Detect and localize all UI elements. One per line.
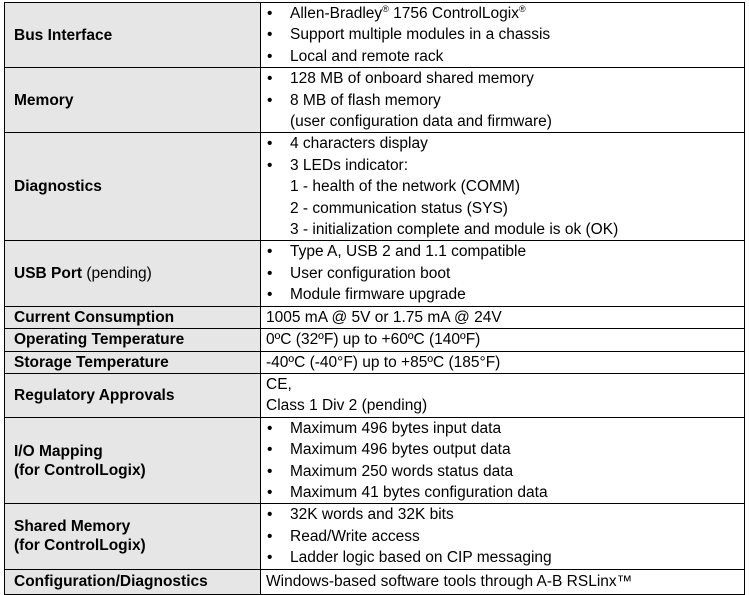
spec-label — [5, 329, 261, 351]
bullet-item: • 3 LEDs indicator: — [266, 155, 744, 176]
spec-label — [5, 133, 261, 241]
bullet-list — [266, 133, 744, 176]
spec-row-bus-interface — [5, 3, 745, 68]
bullet-item: • Ladder logic based on CIP messaging — [266, 547, 744, 568]
spec-label-text: Storage Temperature — [14, 353, 169, 371]
spec-label-text: Operating Temperature — [14, 331, 185, 349]
spec-label-suffix: (pending) — [82, 265, 152, 283]
spec-row-io-mapping — [5, 417, 745, 504]
spec-value — [261, 351, 745, 373]
bullet-item: • Read/Write access — [266, 526, 744, 547]
spec-row-configuration-diagnostics — [5, 569, 745, 594]
sub-line: 2 - communication status (SYS) — [290, 199, 508, 217]
spec-value — [261, 329, 745, 351]
spec-row-diagnostics — [5, 133, 745, 241]
spec-label — [5, 241, 261, 306]
bullet-item: • Maximum 250 words status data — [266, 461, 744, 482]
bullet-list — [266, 3, 744, 67]
spec-value — [261, 241, 745, 306]
spec-label-subtext: (for ControlLogix) — [14, 461, 146, 479]
spec-label — [5, 351, 261, 373]
spec-value — [261, 417, 745, 504]
spec-label — [5, 68, 261, 133]
bullet-list — [266, 504, 744, 568]
bullet-item: • Support multiple modules in a chassis — [266, 24, 744, 45]
bullet-list — [266, 241, 744, 305]
spec-value — [261, 373, 745, 417]
spec-row-operating-temperature — [5, 329, 745, 351]
value-line: Windows-based software tools through A-B RSLinx™ — [266, 572, 633, 590]
spec-value — [261, 306, 745, 328]
spec-value — [261, 133, 745, 241]
value-line: Class 1 Div 2 (pending) — [266, 397, 428, 415]
sub-line: 3 - initialization complete and module is ok (OK) — [290, 221, 619, 239]
spec-label — [5, 569, 261, 594]
sub-line: (user configuration data and firmware) — [290, 113, 552, 131]
spec-row-shared-memory — [5, 504, 745, 569]
spec-label-text: I/O Mapping — [14, 442, 103, 460]
spec-row-storage-temperature — [5, 351, 745, 373]
spec-label-text: Regulatory Approvals — [14, 386, 175, 404]
spec-label — [5, 373, 261, 417]
bullet-item: • Local and remote rack — [266, 46, 744, 67]
spec-label-subtext: (for ControlLogix) — [14, 537, 146, 555]
spec-label-text: USB Port — [14, 265, 83, 283]
bullet-item: • User configuration boot — [266, 263, 744, 284]
bullet-item: • Maximum 41 bytes configuration data — [266, 482, 744, 503]
spec-row-regulatory-approvals — [5, 373, 745, 417]
spec-label — [5, 3, 261, 68]
spec-value — [261, 504, 745, 569]
specifications-table — [4, 2, 745, 595]
value-line: 1005 mA @ 5V or 1.75 mA @ 24V — [266, 308, 502, 326]
spec-label-text: Shared Memory — [14, 518, 131, 536]
sub-line: 1 - health of the network (COMM) — [290, 178, 520, 196]
spec-label-text: Bus Interface — [14, 26, 113, 44]
spec-label-text: Memory — [14, 91, 74, 109]
bullet-item — [266, 3, 744, 24]
spec-value — [261, 68, 745, 133]
value-line: 0ºC (32ºF) up to +60ºC (140ºF) — [266, 331, 481, 349]
bullet-item: • 8 MB of flash memory — [266, 90, 744, 111]
spec-value — [261, 569, 745, 594]
value-line: CE, — [266, 375, 292, 393]
spec-label-text: Diagnostics — [14, 178, 102, 196]
value-line: -40ºC (-40°F) up to +85ºC (185°F) — [266, 353, 501, 371]
bullet-item: • 128 MB of onboard shared memory — [266, 68, 744, 89]
bullet-item: • 4 characters display — [266, 133, 744, 154]
spec-row-usb-port — [5, 241, 745, 306]
spec-row-current-consumption — [5, 306, 745, 328]
spec-label — [5, 306, 261, 328]
spec-label — [5, 417, 261, 504]
spec-value — [261, 3, 745, 68]
product-text: 1756 ControlLogix — [388, 5, 519, 22]
bullet-item: • Type A, USB 2 and 1.1 compatible — [266, 241, 744, 262]
bullet-list — [266, 418, 744, 504]
brand-text: Allen-Bradley — [290, 5, 383, 22]
spec-row-memory — [5, 68, 745, 133]
registered-mark: ® — [518, 4, 526, 14]
bullet-list — [266, 68, 744, 111]
bullet-item: • Maximum 496 bytes input data — [266, 418, 744, 439]
bullet-item: • Maximum 496 bytes output data — [266, 439, 744, 460]
bullet-item: • Module firmware upgrade — [266, 284, 744, 305]
spec-label-text: Configuration/Diagnostics — [14, 573, 208, 591]
spec-label-text: Current Consumption — [14, 308, 175, 326]
bullet-item: • 32K words and 32K bits — [266, 504, 744, 525]
registered-mark: ® — [382, 4, 389, 14]
spec-label — [5, 504, 261, 569]
